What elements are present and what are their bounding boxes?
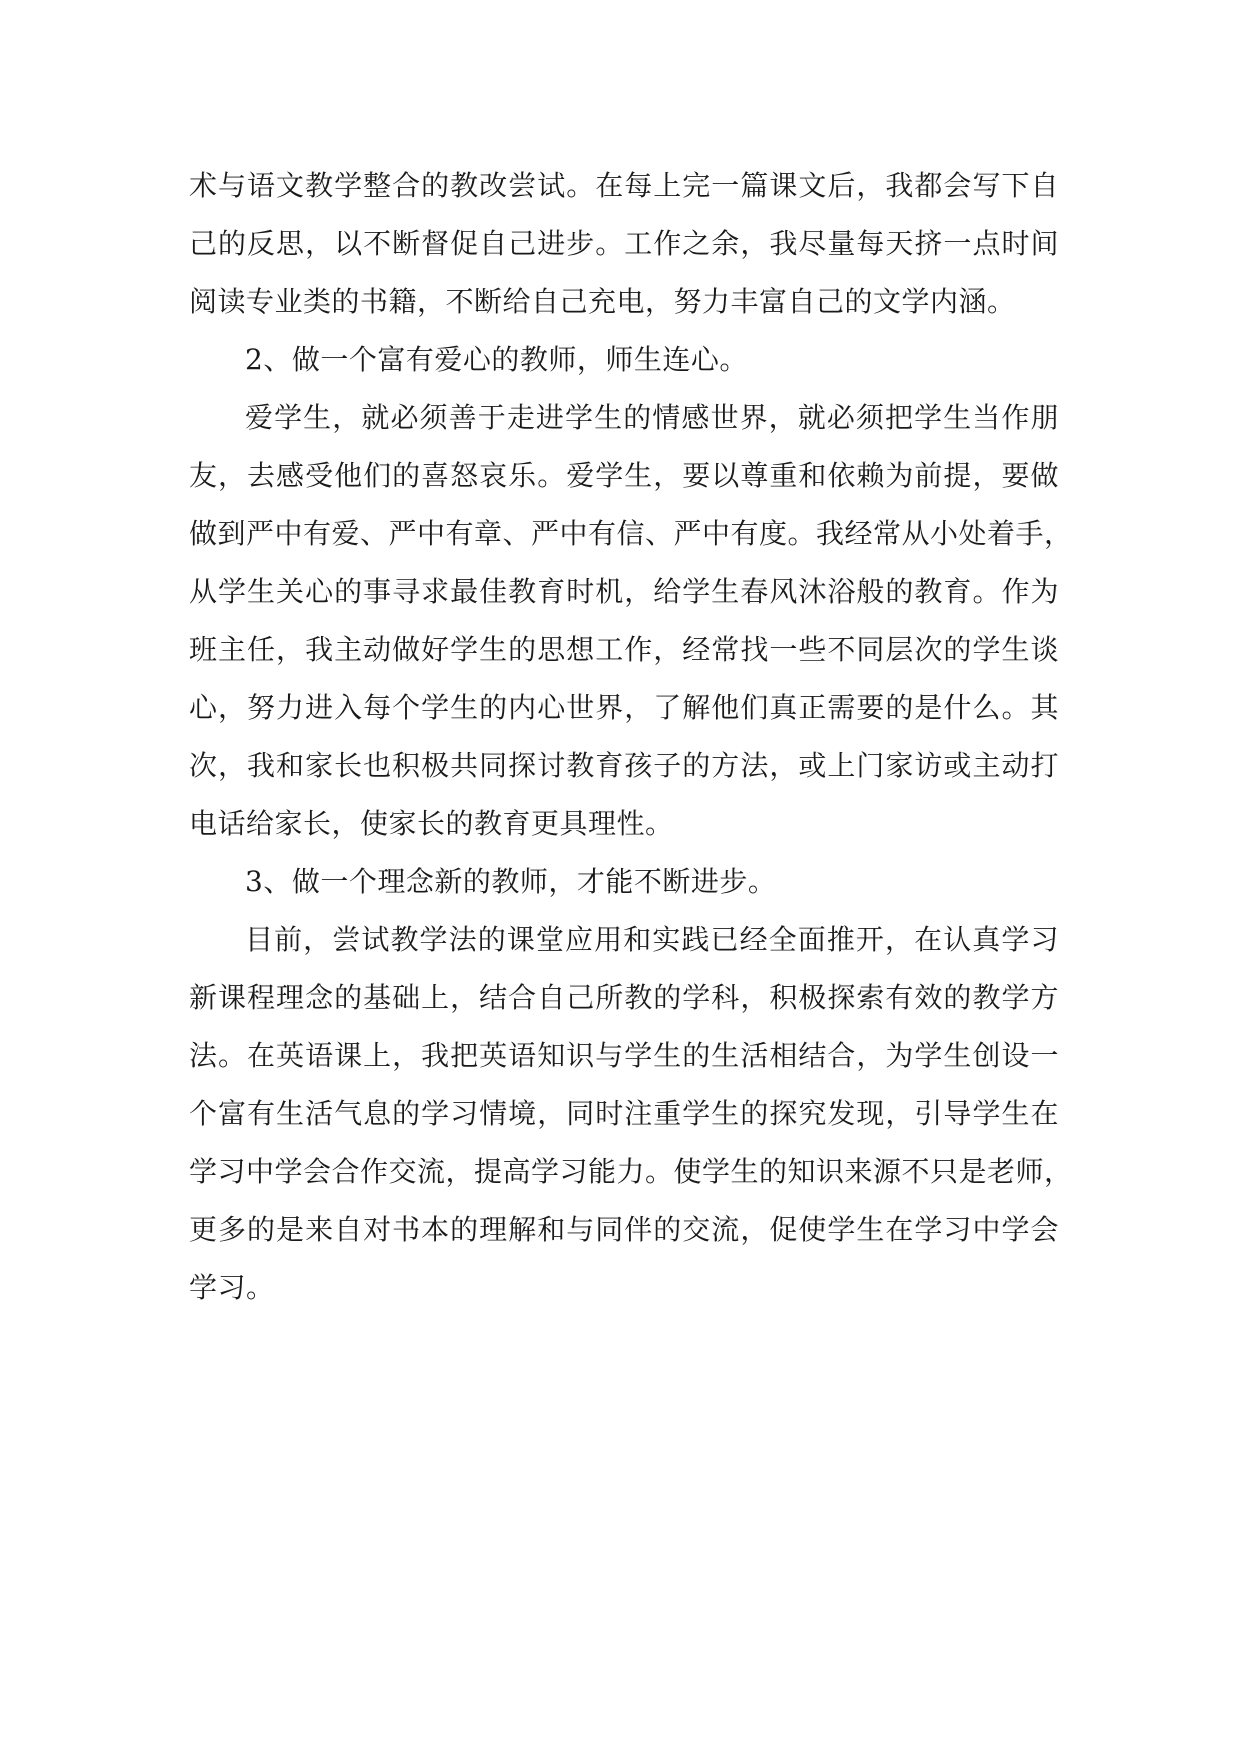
paragraph-line: 次，我和家长也积极共同探讨教育孩子的方法，或上门家访或主动打 (189, 749, 1059, 782)
document-body (189, 157, 1073, 1317)
paragraph-line: 班主任，我主动做好学生的思想工作，经常找一些不同层次的学生谈 (189, 633, 1059, 666)
paragraph-line: 爱学生，就必须善于走进学生的情感世界，就必须把学生当作朋 (245, 401, 1059, 434)
section-heading: 2、做一个富有爱心的教师，师生连心。 (245, 343, 748, 376)
paragraph-line: 新课程理念的基础上，结合自己所教的学科，积极探索有效的教学方 (189, 981, 1059, 1014)
paragraph-line: 目前，尝试教学法的课堂应用和实践已经全面推开，在认真学习 (245, 923, 1059, 956)
section-heading: 3、做一个理念新的教师，才能不断进步。 (245, 865, 777, 898)
paragraph-line: 术与语文教学整合的教改尝试。在每上完一篇课文后，我都会写下自 (189, 169, 1059, 202)
paragraph-line: 心，努力进入每个学生的内心世界，了解他们真正需要的是什么。其 (189, 691, 1059, 724)
paragraph-line: 己的反思，以不断督促自己进步。工作之余，我尽量每天挤一点时间 (189, 227, 1059, 260)
paragraph-line: 学习中学会合作交流，提高学习能力。使学生的知识来源不只是老师， (189, 1155, 1073, 1188)
paragraph-line: 更多的是来自对书本的理解和与同伴的交流，促使学生在学习中学会 (189, 1213, 1059, 1246)
paragraph-line: 做到严中有爱、严中有章、严中有信、严中有度。我经常从小处着手， (189, 517, 1073, 550)
paragraph-line: 从学生关心的事寻求最佳教育时机，给学生春风沐浴般的教育。作为 (189, 575, 1059, 608)
paragraph-line: 法。在英语课上，我把英语知识与学生的生活相结合，为学生创设一 (189, 1039, 1059, 1072)
paragraph-line: 阅读专业类的书籍，不断给自己充电，努力丰富自己的文学内涵。 (189, 285, 1016, 318)
paragraph-line: 电话给家长，使家长的教育更具理性。 (189, 807, 674, 840)
paragraph-line: 友，去感受他们的喜怒哀乐。爱学生，要以尊重和依赖为前提，要做 (189, 459, 1059, 492)
paragraph-line: 学习。 (189, 1271, 275, 1304)
paragraph-line: 个富有生活气息的学习情境，同时注重学生的探究发现，引导学生在 (189, 1097, 1059, 1130)
